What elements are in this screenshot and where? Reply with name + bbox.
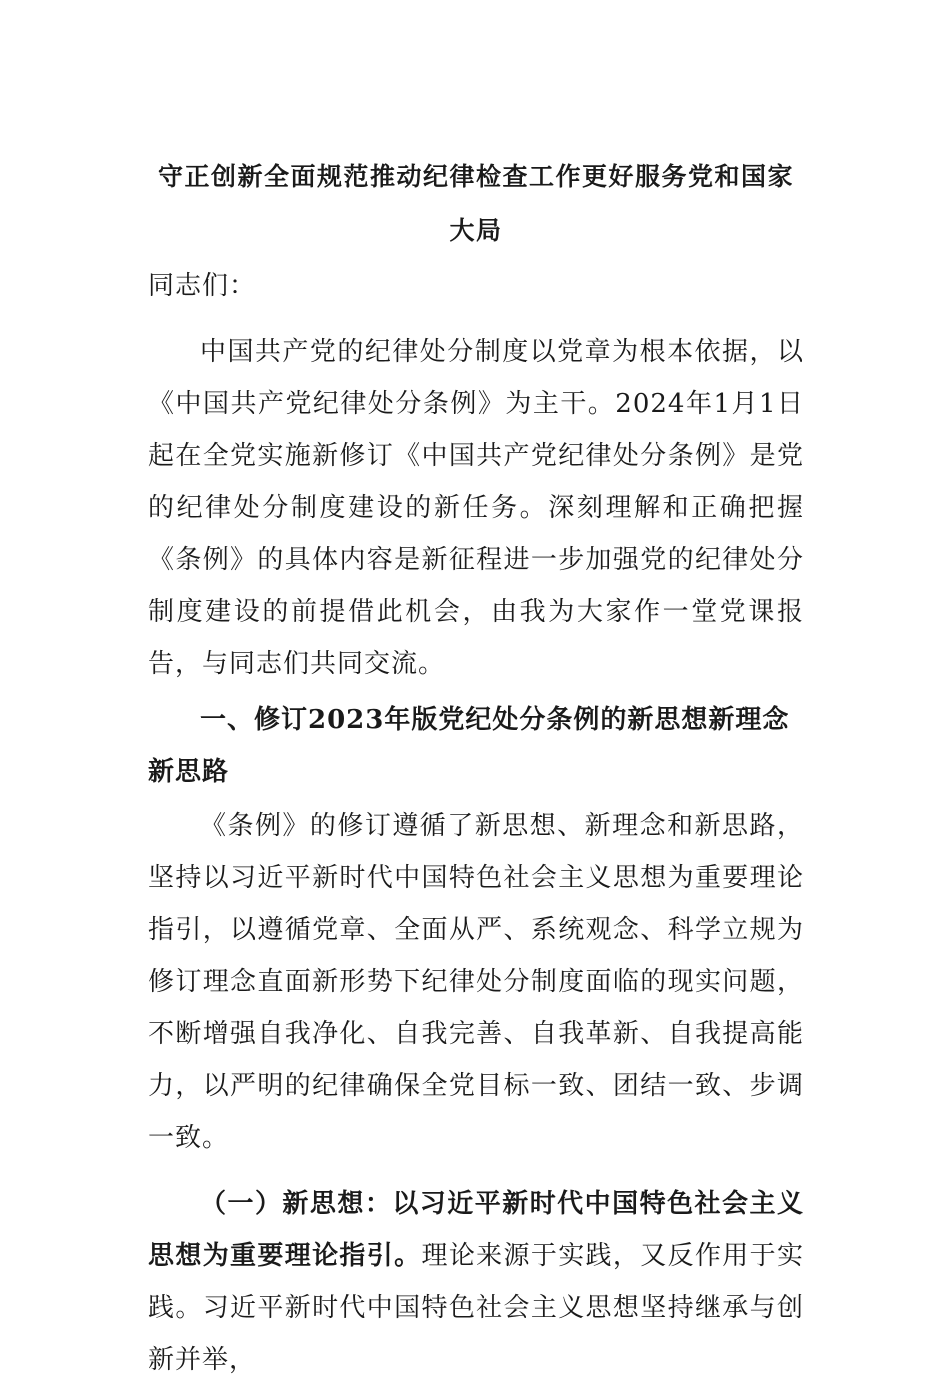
document-body [148,150,804,1386]
subsection-heading: （一）新思想：以习近平新时代中国特色社会主义思想为重要理论指引。 [148,1189,804,1271]
subsection-paragraph [148,1178,804,1386]
section-heading: 一、修订2023年版党纪处分条例的新思想新理念新思路 [148,705,790,787]
salutation: 同志们： [148,271,257,301]
intro-paragraph: 中国共产党的纪律处分制度以党章为根本依据，以《中国共产党纪律处分条例》为主干。2024年1月1日起在全党实施新修订《中国共产党纪律处分条例》是党的纪律处分制度建设的新任务。深刻理解和正确把握《条例》的具体内容是新征程进一步加强党的纪律处分制度建设的前提借此机会，由我为大家作一堂党课报告，与同志们共同交流。 [148,337,804,679]
subsection-text: 理论来源于实践，又反作用于实践。习近平新时代中国特色社会主义思想坚持继承与创新并举， [148,1241,804,1375]
section-paragraph: 《条例》的修订遵循了新思想、新理念和新思路，坚持以习近平新时代中国特色社会主义思想为重要理论指引，以遵循党章、全面从严、系统观念、科学立规为修订理念直面新形势下纪律处分制度面临的现实问题，不断增强自我净化、自我完善、自我革新、自我提高能力，以严明的纪律确保全党目标一致、团结一致、步调一致。 [148,811,804,1153]
document-title: 守正创新全面规范推动纪律检查工作更好服务党和国家大局 [157,162,794,245]
